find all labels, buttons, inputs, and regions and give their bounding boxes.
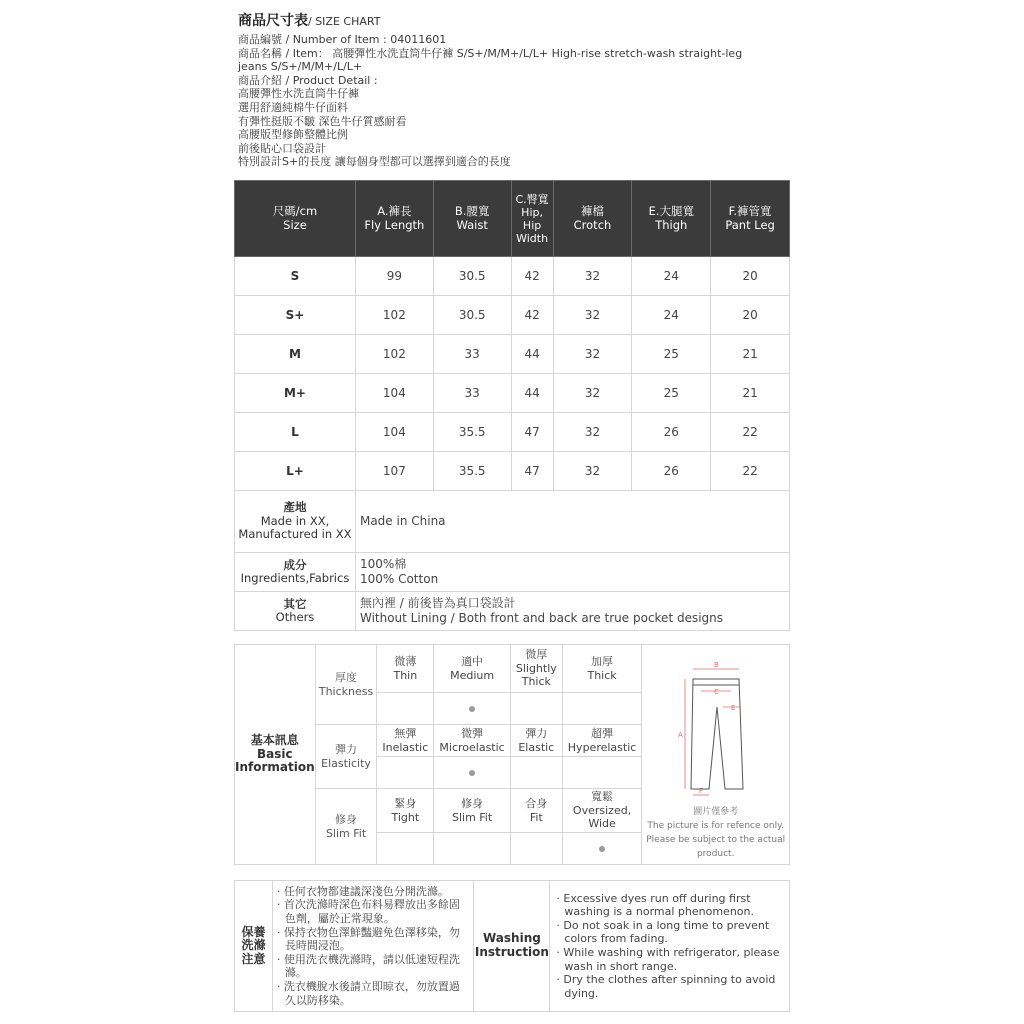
measurement-cell: 30.5 bbox=[433, 257, 511, 296]
page-title bbox=[238, 10, 798, 33]
size-row bbox=[235, 452, 790, 491]
washing-en-item: · Do not soak in a long time to prevent colors from fading. bbox=[556, 919, 783, 946]
measurement-cell: 32 bbox=[553, 413, 632, 452]
pants-diagram-cell bbox=[642, 645, 790, 865]
size-cell: S bbox=[235, 257, 356, 296]
size-cell: L bbox=[235, 413, 356, 452]
measurement-cell: 102 bbox=[355, 296, 433, 335]
measurement-cell: 32 bbox=[553, 452, 632, 491]
detail-line: 選用舒適純棉牛仔面料 bbox=[238, 100, 348, 114]
thickness-option-medium: 適中 Medium bbox=[434, 645, 511, 693]
others-row bbox=[235, 592, 790, 631]
measurement-cell: 22 bbox=[711, 452, 790, 491]
fit-option-fit: 合身 Fit bbox=[510, 789, 562, 833]
measurement-cell: 104 bbox=[355, 374, 433, 413]
measurement-cell: 25 bbox=[632, 374, 711, 413]
measurement-cell: 20 bbox=[711, 257, 790, 296]
fabric-row bbox=[235, 553, 790, 592]
origin-label: 產地 Made in XX, Manufactured in XX bbox=[235, 491, 356, 553]
measurement-cell: 104 bbox=[355, 413, 433, 452]
thickness-option-thin: 微薄 Thin bbox=[377, 645, 434, 693]
header-thigh: E.大腿寬 Thigh bbox=[632, 181, 711, 257]
size-cell: S+ bbox=[235, 296, 356, 335]
measurement-cell: 102 bbox=[355, 335, 433, 374]
washing-zh-item: · 任何衣物都建議深淺色分開洗滌。 bbox=[277, 885, 470, 899]
header-waist: B.腰寬 Waist bbox=[433, 181, 511, 257]
size-row bbox=[235, 296, 790, 335]
basic-info-table bbox=[234, 644, 790, 865]
thickness-label: 厚度 Thickness bbox=[315, 645, 377, 725]
header-pant-leg: F.褲管寬 Pant Leg bbox=[711, 181, 790, 257]
measurement-cell: 44 bbox=[511, 374, 553, 413]
detail-line: 特別設計S+的長度 讓每個身型都可以選擇到適合的長度 bbox=[238, 155, 511, 169]
fit-option-tight: 緊身 Tight bbox=[377, 789, 434, 833]
size-row bbox=[235, 257, 790, 296]
measurement-cell: 35.5 bbox=[433, 413, 511, 452]
header-fly-length: A.褲長 Fly Length bbox=[355, 181, 433, 257]
measurement-cell: 32 bbox=[553, 335, 632, 374]
basic-info-label: 基本訊息 Basic Information bbox=[235, 645, 316, 865]
measurement-cell: 47 bbox=[511, 413, 553, 452]
measurement-cell: 47 bbox=[511, 452, 553, 491]
washing-zh-list bbox=[272, 881, 474, 1012]
fit-option-oversized: 寬鬆 Oversized, Wide bbox=[562, 789, 642, 833]
item-name-line-cont: jeans S/S+/M/M+/L/L+ bbox=[238, 60, 363, 74]
elasticity-option-elastic: 彈力 Elastic bbox=[510, 725, 562, 757]
fabric-value: 100%棉 100% Cotton bbox=[355, 553, 789, 592]
size-row bbox=[235, 374, 790, 413]
elasticity-option-hyperelastic: 超彈 Hyperelastic bbox=[562, 725, 642, 757]
detail-line: 高腰版型修飾整體比例 bbox=[238, 128, 348, 142]
origin-row bbox=[235, 491, 790, 553]
size-row bbox=[235, 413, 790, 452]
washing-label-zh: 保養 洗滌 注意 bbox=[235, 881, 273, 1012]
header-size: 尺碼/cm Size bbox=[235, 181, 356, 257]
header-hip: C.臀寬 Hip, Hip Width bbox=[511, 181, 553, 257]
fit-selected-dot bbox=[562, 833, 642, 865]
title-zh: 商品尺寸表 bbox=[238, 13, 308, 29]
measurement-cell: 24 bbox=[632, 296, 711, 335]
measurement-cell: 42 bbox=[511, 257, 553, 296]
measurement-cell: 44 bbox=[511, 335, 553, 374]
fabric-label: 成分 Ingredients,Fabrics bbox=[235, 553, 356, 592]
thickness-selected-dot bbox=[434, 693, 511, 725]
washing-en-item: · Excessive dyes run off during first washing is a normal phenomenon. bbox=[556, 892, 783, 919]
washing-en-list bbox=[550, 881, 790, 1012]
washing-en-item: · Dry the clothes after spinning to avoid dying. bbox=[556, 973, 783, 1000]
product-detail-heading: 商品介紹 / Product Detail : bbox=[238, 73, 378, 87]
fit-label: 修身 Slim Fit bbox=[315, 789, 377, 865]
washing-zh-item: · 首次洗滌時深色布料易釋放出多餘固色劑，屬於正常現象。 bbox=[277, 898, 470, 925]
measurement-cell: 32 bbox=[553, 257, 632, 296]
thickness-option-thick: 加厚 Thick bbox=[562, 645, 642, 693]
measurement-cell: 33 bbox=[433, 335, 511, 374]
measurement-cell: 21 bbox=[711, 335, 790, 374]
item-name-line: 商品名稱 / Item： 高腰彈性水洗直筒牛仔褲 S/S+/M/M+/L/L+ High-rise stretch-wash straight-leg bbox=[238, 46, 743, 60]
washing-table bbox=[234, 880, 790, 1012]
measurement-cell: 26 bbox=[632, 413, 711, 452]
thickness-option-slightly-thick: 微厚 Slightly Thick bbox=[510, 645, 562, 693]
title-en: / SIZE CHART bbox=[308, 15, 381, 28]
measurement-cell: 42 bbox=[511, 296, 553, 335]
measurement-cell: 99 bbox=[355, 257, 433, 296]
measurement-cell: 26 bbox=[632, 452, 711, 491]
size-cell: M+ bbox=[235, 374, 356, 413]
washing-zh-item: · 保持衣物色澤鮮豔避免色澤移染，勿長時間浸泡。 bbox=[277, 926, 470, 953]
detail-line: 有彈性挺版不皺 深色牛仔質感耐看 bbox=[238, 114, 407, 128]
measurement-cell: 25 bbox=[632, 335, 711, 374]
measurement-cell: 33 bbox=[433, 374, 511, 413]
elasticity-option-microelastic: 微彈 Microelastic bbox=[434, 725, 511, 757]
dim-a-label: A bbox=[677, 731, 683, 739]
measurement-cell: 107 bbox=[355, 452, 433, 491]
measurement-cell: 20 bbox=[711, 296, 790, 335]
size-cell: M bbox=[235, 335, 356, 374]
header-crotch: 褲檔 Crotch bbox=[553, 181, 632, 257]
measurement-cell: 21 bbox=[711, 374, 790, 413]
origin-value: Made in China bbox=[355, 491, 789, 553]
detail-line: 前後貼心口袋設計 bbox=[238, 141, 326, 155]
measurement-cell: 24 bbox=[632, 257, 711, 296]
item-number-line: 商品編號 / Number of Item : 04011601 bbox=[238, 33, 447, 46]
detail-line: 高腰彈性水洗直筒牛仔褲 bbox=[238, 87, 359, 101]
measurement-cell: 32 bbox=[553, 296, 632, 335]
pants-diagram bbox=[671, 659, 761, 799]
elasticity-option-inelastic: 無彈 Inelastic bbox=[377, 725, 434, 757]
dim-f-label: F bbox=[698, 787, 703, 795]
measurement-cell: 30.5 bbox=[433, 296, 511, 335]
size-table-header-row bbox=[235, 181, 790, 257]
measurement-cell: 22 bbox=[711, 413, 790, 452]
fit-option-slim-fit: 修身 Slim Fit bbox=[434, 789, 511, 833]
size-row bbox=[235, 335, 790, 374]
others-label: 其它 Others bbox=[235, 592, 356, 631]
washing-label-en: Washing Instruction bbox=[474, 881, 550, 1012]
washing-en-item: · While washing with refrigerator, please wash in short range. bbox=[556, 946, 783, 973]
dim-c-label: C bbox=[713, 688, 719, 696]
measurement-cell: 35.5 bbox=[433, 452, 511, 491]
washing-zh-item: · 使用洗衣機洗滌時，請以低速短程洗滌。 bbox=[277, 953, 470, 980]
size-chart-table bbox=[234, 180, 790, 631]
measurement-cell: 32 bbox=[553, 374, 632, 413]
product-header bbox=[238, 10, 798, 169]
washing-zh-item: · 洗衣機脫水後請立即晾衣，勿放置過久以防移染。 bbox=[277, 980, 470, 1007]
dim-e-label: E bbox=[730, 704, 736, 712]
elasticity-selected-dot bbox=[434, 757, 511, 789]
size-cell: L+ bbox=[235, 452, 356, 491]
elasticity-label: 彈力 Elasticity bbox=[315, 725, 377, 789]
others-value: 無內裡 / 前後皆為真口袋設計 Without Lining / Both front and back are true pocket designs bbox=[355, 592, 789, 631]
dim-b-label: B bbox=[713, 661, 719, 669]
diagram-caption: 圖片僅參考 The picture is for refence only. Please be subject to the actual product. bbox=[646, 806, 786, 859]
